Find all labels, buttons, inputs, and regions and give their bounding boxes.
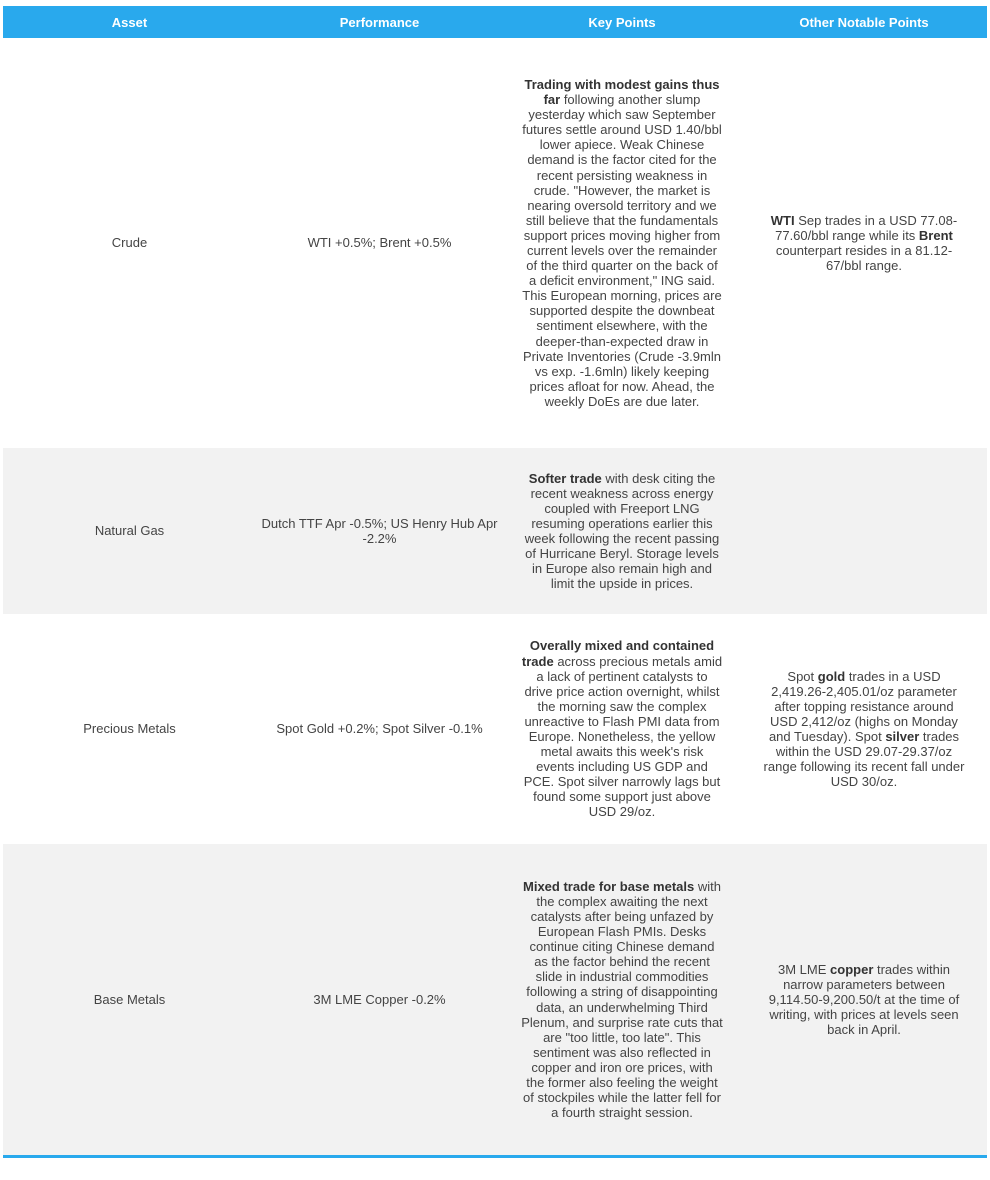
commodities-table <box>3 6 987 1155</box>
performance-cell: Dutch TTF Apr -0.5%; US Henry Hub Apr -2.2% <box>256 448 503 614</box>
other-text: Spot <box>787 668 818 684</box>
key-points-text: following another slump yesterday which saw September futures settle around USD 1.40/bbl lower apiece. Weak Chinese demand is the factor cited for the recent persisting weakness in crude. "However, the market is nearing oversold territory and we still believe that the fundamentals support prices moving higher from current levels over the remainder of the third quarter on the back of a deficit environment," ING said. This European morning, prices are supported despite the downbeat sentiment elsewhere, with the deeper-than-expected draw in Private Inventories (Crude -3.9mln vs exp. -1.6mln) likely keeping prices afloat for now. Ahead, the weekly DoEs are due later. <box>522 92 722 409</box>
other-text: counterpart resides in a 81.12-67/bbl range. <box>775 243 953 274</box>
other-notable-cell <box>741 614 987 844</box>
header-key-points: Key Points <box>503 6 741 38</box>
key-points-cell <box>503 614 741 844</box>
key-points-highlight: Overally mixed and contained trade <box>521 638 715 669</box>
other-text: Sep trades in a USD 77.08-77.60/bbl range while its <box>775 212 958 243</box>
header-other-notable-points: Other Notable Points <box>741 6 987 38</box>
wti-label: WTI <box>770 212 795 228</box>
other-text: 3M LME <box>778 961 831 977</box>
key-points-highlight: Trading with modest gains thus far <box>524 76 720 108</box>
other-text: trades within narrow parameters between 9,114.50-9,200.50/t at the time of writing, with prices at levels seen back in April. <box>768 961 960 1038</box>
asset-cell: Base Metals <box>3 844 256 1155</box>
asset-cell: Precious Metals <box>83 721 176 737</box>
key-points-cell <box>503 844 741 1155</box>
key-points-highlight: Mixed trade for base metals <box>523 878 695 894</box>
other-notable-cell <box>741 448 987 614</box>
performance-cell: Spot Gold +0.2%; Spot Silver -0.1% <box>276 721 483 737</box>
key-points-text: across precious metals amid a lack of pertinent catalysts to drive price action overnight, whilst the morning saw the complex unreactive to Flash PMI data from Europe. Nonetheless, the yellow metal awaits this week's risk events including US GDP and PCE. Spot silver narrowly lags but found some support just above USD 29/oz. <box>523 653 723 820</box>
row-natural-gas <box>3 448 987 614</box>
header-row <box>3 6 987 38</box>
asset-cell: Natural Gas <box>3 448 256 614</box>
other-notable-cell <box>741 38 987 448</box>
key-points-highlight: Softer trade <box>528 470 602 486</box>
silver-label: silver <box>885 729 920 744</box>
row-precious-metals <box>3 614 987 844</box>
copper-label: copper <box>830 961 874 977</box>
table-header <box>3 6 987 38</box>
table-bottom-border <box>3 1155 987 1158</box>
performance-cell: 3M LME Copper -0.2% <box>256 844 503 1155</box>
key-points-cell <box>503 38 741 448</box>
key-points-text: with the complex awaiting the next catalysts after being unfazed by European Flash PMIs. Desks continue citing Chinese demand as the factor behind the recent slide in industrial commodities following a string of disappointing data, an underwhelming Third Plenum, and surprise rate cuts that are "too little, too late". This sentiment was also reflected in copper and iron ore prices, with the former also feeling the weight of stockpiles while the latter fell for a fourth straight session. <box>521 878 723 1121</box>
row-crude <box>3 38 987 448</box>
other-notable-cell <box>741 844 987 1155</box>
gold-label: gold <box>817 668 846 684</box>
other-text: trades in a USD 2,419.26-2,405.01/oz parameter after topping resistance around USD 2,412/oz (highs on Monday and Tuesday). Spot <box>768 668 958 744</box>
performance-cell: WTI +0.5%; Brent +0.5% <box>307 235 452 251</box>
row-base-metals <box>3 844 987 1155</box>
asset-cell: Crude <box>111 235 148 251</box>
other-text: trades within the USD 29.07-29.37/oz range following its recent fall under USD 30/oz. <box>763 729 965 790</box>
key-points-cell <box>503 448 741 614</box>
header-performance: Performance <box>256 6 503 38</box>
brent-label: Brent <box>918 227 953 243</box>
key-points-text: with desk citing the recent weakness across energy coupled with Freeport LNG resuming operations earlier this week following the recent passing of Hurricane Beryl. Storage levels in Europe also remain high and limit the upside in prices. <box>524 470 720 592</box>
header-asset: Asset <box>3 6 256 38</box>
